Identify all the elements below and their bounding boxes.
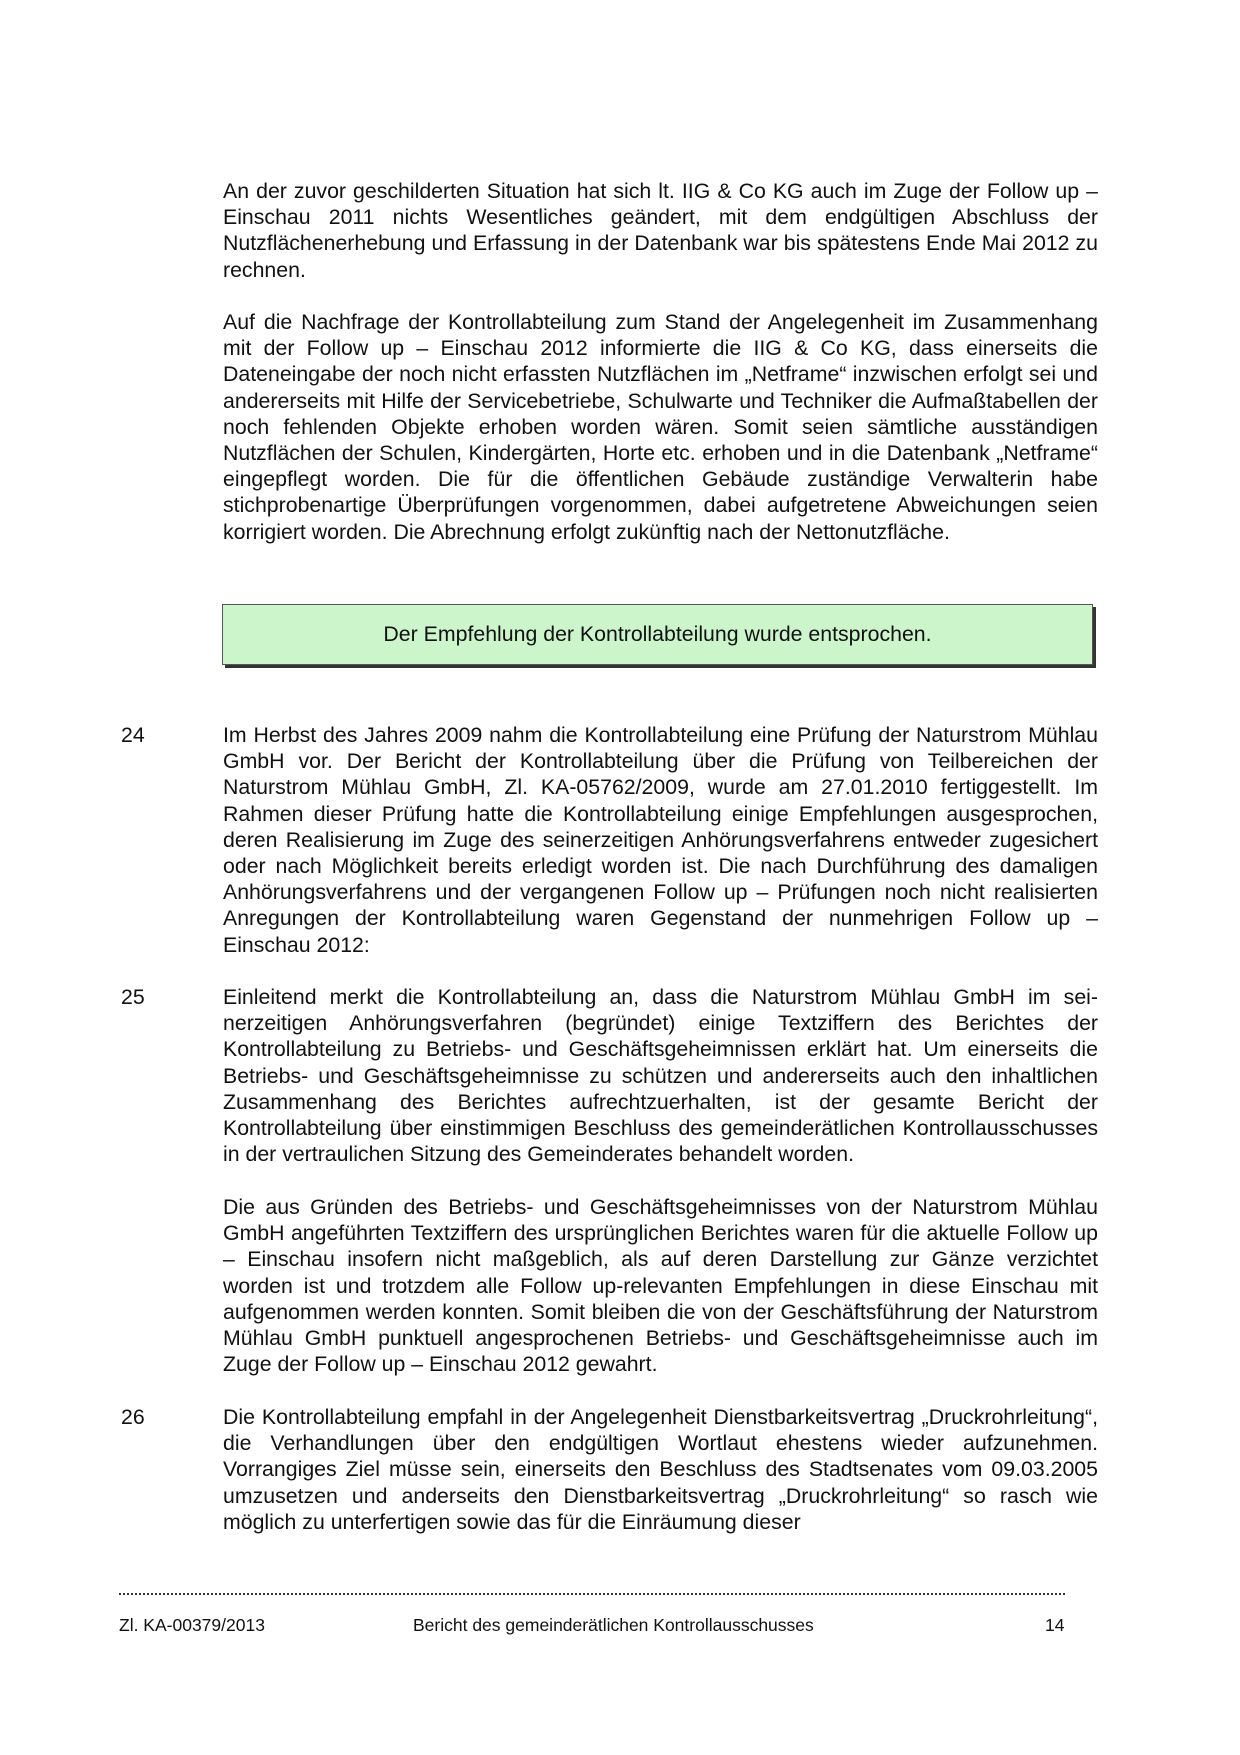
paragraph-situation: An der zuvor geschilderten Situation hat sich lt. IIG & Co KG auch im Zuge der Follow up – Einschau 2011 nichts Wesentliches geändert, mit dem endgültigen Abschluss der Nutzflächenerhebung und Erfassung in der Datenbank war bis spätestens Ende Mai 2012 zu rechnen.: [223, 179, 1098, 282]
section-number-26: 26: [121, 1405, 145, 1429]
footer-title: Bericht des gemeinderätlichen Kontrollausschusses: [413, 1615, 814, 1635]
paragraph-nachfrage: Auf die Nachfrage der Kontrollabteilung zum Stand der Angelegenheit im Zusammenhang mit der Follow up – Einschau 2012 informierte die IIG & Co KG, dass einerseits die Dateneingabe der noch nicht erfassten Nutzflächen im „Netframe“ inzwischen erfolgt sei und andererseits mit Hilfe der Servicebetriebe, Schulwarte und Techniker die Aufmaßtabellen der noch fehlenden Objekte erhoben worden wären. Somit seien sämtliche ausständigen Nutzflächen der Schulen, Kindergärten, Horte etc. erhoben und in die Datenbank „Netframe“ eingepflegt worden. Die für die öffentlichen Gebäude zuständige Verwalterin habe stichprobenartige Überprüfungen vorgenommen, dabei aufgetretene Abweichungen seien korrigiert worden. Die Abrechnung erfolgt zukünftig nach der Nettonutzfläche.: [223, 310, 1098, 544]
section-number-25: 25: [121, 985, 145, 1009]
recommendation-text: Der Empfehlung der Kontrollabteilung wurde entsprochen.: [383, 622, 932, 646]
footer-divider: [119, 1593, 1065, 1595]
recommendation-box: [222, 604, 1093, 665]
paragraph-24: Im Herbst des Jahres 2009 nahm die Kontrollabteilung eine Prüfung der Naturstrom Mühlau GmbH vor. Der Bericht der Kontrollabteilung über die Prüfung von Teilbereichen der Naturstrom Mühlau GmbH, Zl. KA-05762/2009, wurde am 27.01.2010 fertiggestellt. Im Rahmen dieser Prüfung hatte die Kontrollabteilung einige Empfehlungen ausgesprochen, deren Realisierung im Zuge des seinerzeitigen Anhörungsverfahrens entweder zugesichert oder nach Möglichkeit bereits erledigt worden ist. Die nach Durchführung des damaligen Anhörungsverfahrens und der vergangenen Follow up – Prüfungen noch nicht realisierten Anregungen der Kontrollabteilung waren Gegenstand der nunmehrigen Follow up – Einschau 2012:: [223, 723, 1098, 957]
footer-reference: Zl. KA-00379/2013: [119, 1615, 265, 1635]
paragraph-25-continued: Die aus Gründen des Betriebs- und Geschäftsgeheimnisses von der Naturstrom Mühlau GmbH angeführten Textziffern des ursprünglichen Berichtes waren für die aktuelle Follow up – Einschau insofern nicht maßgeblich, als auf deren Darstellung zur Gänze verzichtet worden ist und trotzdem alle Follow up-relevanten Empfehlungen in diese Einschau mit aufgenommen werden konnten. Somit bleiben die von der Geschäftsführung der Naturstrom Mühlau GmbH punktuell angesprochenen Betriebs- und Geschäftsgeheimnisse auch im Zuge der Follow up – Einschau 2012 gewahrt.: [223, 1195, 1098, 1377]
section-number-24: 24: [121, 723, 145, 747]
paragraph-26: Die Kontrollabteilung empfahl in der Angelegenheit Dienstbarkeitsvertrag „Druckrohrleitung“, die Verhandlungen über den endgültigen Wortlaut ehestens wieder aufzunehmen. Vorrangiges Ziel müsse sein, einerseits den Beschluss des Stadtsenates vom 09.03.2005 umzusetzen und anderseits den Dienstbarkeitsvertrag „Druckrohrleitung“ so rasch wie möglich zu unterfertigen sowie das für die Einräumung dieser: [223, 1405, 1098, 1534]
footer-page-number: 14: [1045, 1615, 1065, 1635]
paragraph-25: Einleitend merkt die Kontrollabteilung an, dass die Naturstrom Mühlau GmbH im seinerzeitigen Anhörungsverfahren (begründet) einige Textziffern des Berichtes der Kontrollabteilung zu Betriebs- und Geschäftsgeheimnissen erklärt hat. Um einerseits die Betriebs- und Geschäftsgeheimnisse zu schützen und andererseits auch den inhaltlichen Zusammenhang des Berichtes aufrechtzuerhalten, ist der gesamte Bericht der Kontrollabteilung über einstimmigen Beschluss des gemeinderätlichen Kontrollausschusses in der vertraulichen Sitzung des Gemeinderates behandelt worden.: [223, 985, 1098, 1167]
